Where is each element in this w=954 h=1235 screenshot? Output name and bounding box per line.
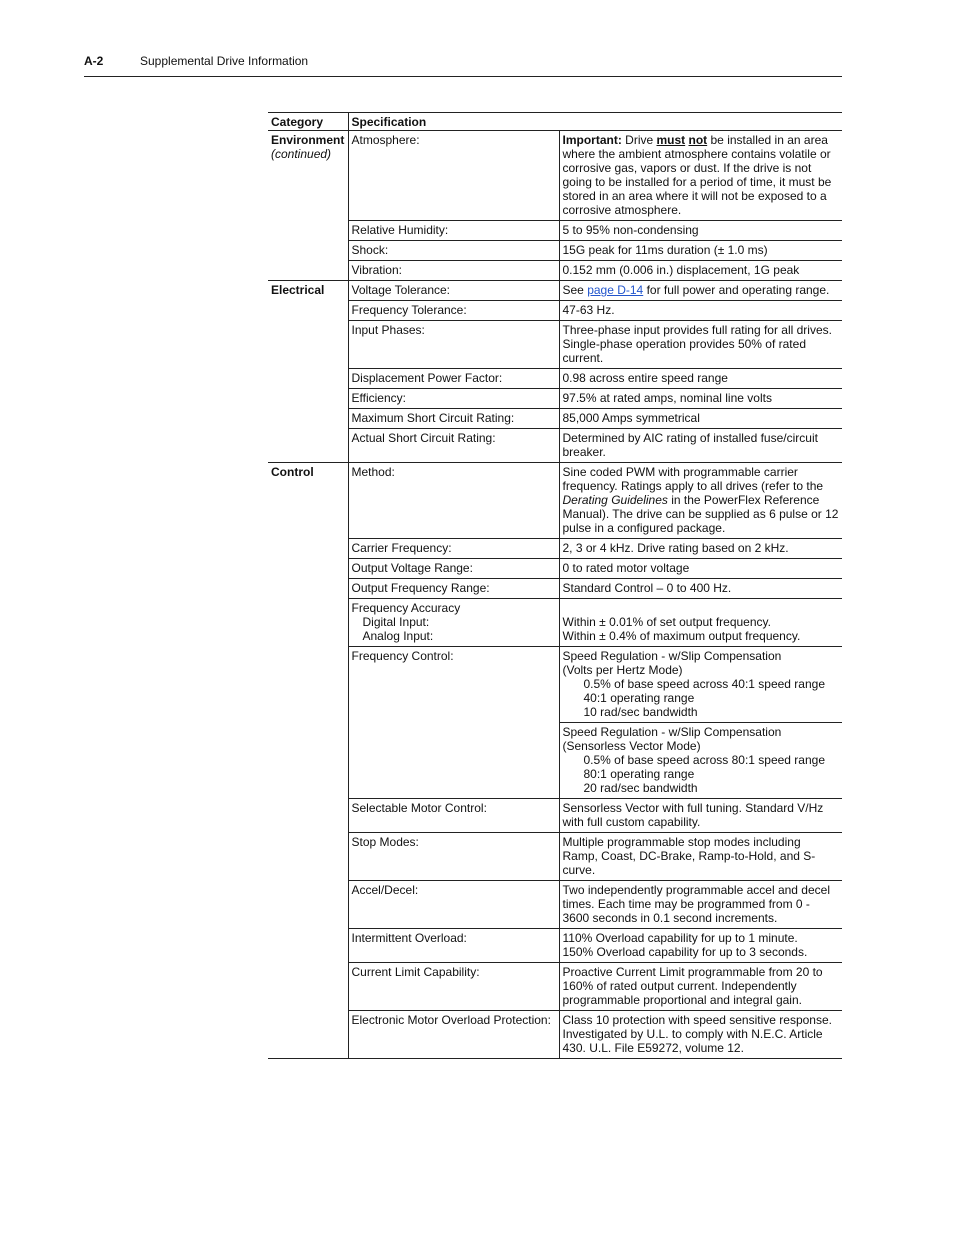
text: Sine coded PWM with programmable carrier frequency. Ratings apply to all drives (refer to the [562,465,824,493]
table-row [268,409,842,429]
text: be installed in an area where the ambient atmosphere contains volatile or corrosive gas, vapors or dust. If the drive is not going to be installed for a period of time, it must be stored in an area where it will not be exposed to a corrosive atmosphere. [562,133,832,217]
table-row [268,579,842,599]
spec-value: Multiple programmable stop modes including Ramp, Coast, DC-Brake, Ramp-to-Hold, and S-curve. [559,833,842,881]
spec-value: 85,000 Amps symmetrical [559,409,842,429]
category-label: Environment [271,133,345,147]
value-line: Within ± 0.4% of maximum output frequency. [562,629,801,643]
header-title: Supplemental Drive Information [140,54,309,68]
spec-value: 0.98 across entire speed range [559,369,842,389]
table-row [268,1011,842,1059]
table-row [268,301,842,321]
spec-value: Two independently programmable accel and decel times. Each time may be programmed from 0 - 3600 seconds in 0.1 second increments. [559,881,842,929]
category-environment [268,131,348,281]
spec-label: Input Phases: [348,321,559,369]
spec-label: Relative Humidity: [348,221,559,241]
value-line: Speed Regulation - w/Slip Compensation [562,649,782,663]
category-control: Control [268,463,348,1059]
spec-label: Actual Short Circuit Rating: [348,429,559,463]
table-row [268,241,842,261]
page-number: A-2 [84,54,104,68]
spec-value: Three-phase input provides full rating for all drives. Single-phase operation provides 50% of rated current. [559,321,842,369]
spec-label: Vibration: [348,261,559,281]
table-row [268,559,842,579]
svc-mode-block [563,723,840,795]
spec-label: Carrier Frequency: [348,539,559,559]
spec-label: Stop Modes: [348,833,559,881]
spec-label: Maximum Short Circuit Rating: [348,409,559,429]
table-row [268,799,842,833]
column-header-specification: Specification [348,113,842,131]
table-row [268,369,842,389]
spec-label: Electronic Motor Overload Protection: [348,1011,559,1059]
table-header-row [268,113,842,131]
value-line: (Volts per Hertz Mode) [562,663,683,677]
spec-label: Voltage Tolerance: [348,281,559,301]
value-line: 110% Overload capability for up to 1 minute. [562,931,798,945]
value-line: (Sensorless Vector Mode) [562,739,701,753]
spec-value: 97.5% at rated amps, nominal line volts [559,389,842,409]
spec-value [559,463,842,539]
spec-value: 5 to 95% non-condensing [559,221,842,241]
value-line: 0.5% of base speed across 80:1 speed range [583,753,825,767]
spec-value [559,929,842,963]
emphasis-must: must [656,133,686,147]
spec-value [559,131,842,221]
category-electrical: Electrical [268,281,348,463]
spec-value [559,599,842,647]
spec-value: 0 to rated motor voltage [559,559,842,579]
page-link[interactable]: page D-14 [587,283,644,297]
spec-value: Standard Control – 0 to 400 Hz. [559,579,842,599]
value-line: Within ± 0.01% of set output frequency. [562,615,771,629]
table-row [268,647,842,799]
table-row [268,131,842,221]
spec-label: Intermittent Overload: [348,929,559,963]
spec-value: Sensorless Vector with full tuning. Standard V/Hz with full custom capability. [559,799,842,833]
vhz-mode-block [560,649,843,723]
page-header [84,52,842,77]
value-line: Speed Regulation - w/Slip Compensation [562,725,782,739]
emphasis-not: not [688,133,708,147]
spec-label: Output Frequency Range: [348,579,559,599]
value-line: 80:1 operating range [583,767,695,781]
spec-value: Proactive Current Limit programmable from 20 to 160% of rated output current. Independently programmable proportional and integral gain. [559,963,842,1011]
spec-label: Displacement Power Factor: [348,369,559,389]
spec-value [559,647,842,799]
label: Analog Input: [362,629,434,643]
value-line: 0.5% of base speed across 40:1 speed range [583,677,825,691]
table-row [268,539,842,559]
spacer [563,601,840,615]
label: Digital Input: [362,615,430,629]
text: in the PowerFlex Reference Manual). The drive can be supplied as 6 pulse or 12 pulse in a configured package. [562,493,839,535]
label: Frequency Accuracy [351,601,461,615]
table-row [268,389,842,409]
table-row [268,429,842,463]
spec-label: Selectable Motor Control: [348,799,559,833]
spec-value [559,281,842,301]
value-line: 10 rad/sec bandwidth [583,705,698,719]
spec-value: 0.152 mm (0.006 in.) displacement, 1G peak [559,261,842,281]
spec-label: Atmosphere: [348,131,559,221]
table-row [268,221,842,241]
table-row [268,261,842,281]
continued-note: (continued) [271,147,332,161]
value-line: 40:1 operating range [583,691,695,705]
important-label: Important: [562,133,622,147]
specification-table [268,112,842,1059]
spec-value: Class 10 protection with speed sensitive response. Investigated by U.L. to comply with N.E.C. Article 430. U.L. File E59272, volume 12. [559,1011,842,1059]
column-header-category: Category [268,113,348,131]
value-line: 150% Overload capability for up to 3 seconds. [562,945,808,959]
spec-value: 47-63 Hz. [559,301,842,321]
spec-label: Frequency Control: [348,647,559,799]
spec-label: Efficiency: [348,389,559,409]
spec-label: Current Limit Capability: [348,963,559,1011]
value-line: 20 rad/sec bandwidth [583,781,698,795]
text: for full power and operating range. [643,283,830,297]
spec-value: Determined by AIC rating of installed fuse/circuit breaker. [559,429,842,463]
spec-label: Method: [348,463,559,539]
table-row [268,599,842,647]
table-row [268,321,842,369]
table-row [268,833,842,881]
table-row [268,281,842,301]
table-row [268,463,842,539]
spec-label [348,599,559,647]
table-row [268,963,842,1011]
table-row [268,881,842,929]
text: Drive [621,133,657,147]
text: See [562,283,588,297]
spec-label: Frequency Tolerance: [348,301,559,321]
spec-label: Shock: [348,241,559,261]
spec-label: Accel/Decel: [348,881,559,929]
table-row [268,929,842,963]
spec-value: 2, 3 or 4 kHz. Drive rating based on 2 kHz. [559,539,842,559]
spec-label: Output Voltage Range: [348,559,559,579]
spec-value: 15G peak for 11ms duration (± 1.0 ms) [559,241,842,261]
document-reference: Derating Guidelines [562,493,668,507]
